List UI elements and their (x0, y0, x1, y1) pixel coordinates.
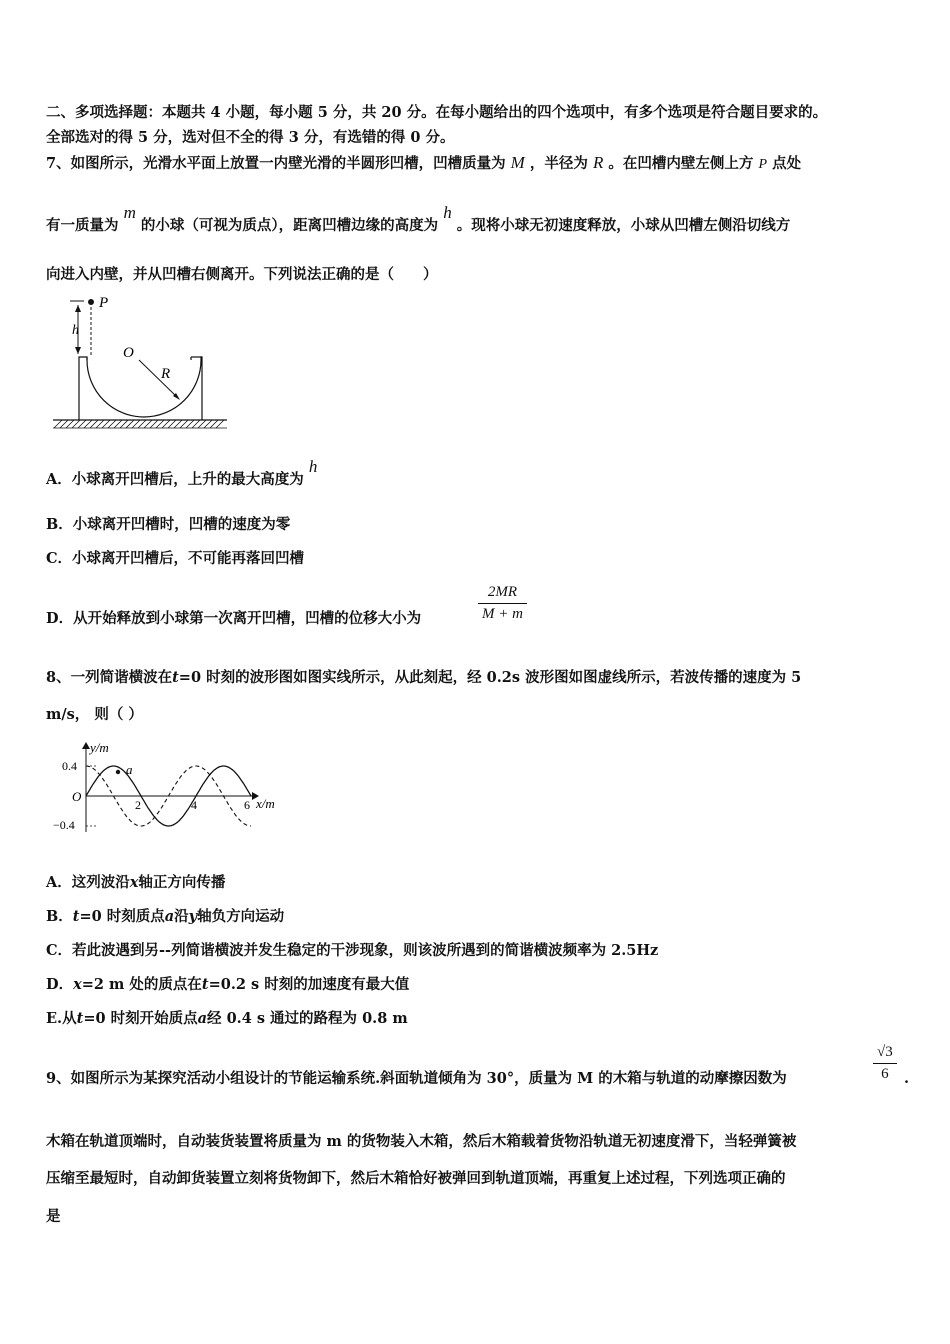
q8-option-A (46, 874, 225, 892)
q8-option-B (46, 908, 284, 926)
q9-line1: 9、如图所示为某探究活动小组设计的节能运输系统.斜面轨道倾角为 30°，质量为 M 的木箱与轨道的动摩擦因数为 (46, 1070, 787, 1087)
q7-option-D: D．从开始释放到小球第一次离开凹槽，凹槽的位移大小为 (46, 610, 422, 627)
q8-line1 (46, 669, 801, 687)
q8-text: 8、一列简谐横波在 (46, 669, 173, 686)
q8-D-text: D． (46, 976, 74, 993)
q7-option-B: B．小球离开凹槽时，凹槽的速度为零 (46, 516, 291, 533)
q9-line1-end: . (904, 1070, 910, 1087)
x-axis-label: x/m (256, 796, 275, 811)
q8-E-var: a (197, 1010, 208, 1027)
q8-text: =0 时刻的波形图如图实线所示，从此刻起，经 0.2s 波形图如图虚线所示，若波传播的速度为 5 (178, 669, 802, 686)
q8-D-var: t (201, 976, 209, 993)
label-O: O (123, 345, 134, 361)
q9-line3: 压缩至最短时，自动卸货装置立刻将货物卸下，然后木箱恰好被弹回到轨道顶端，再重复上述过程，下列选项正确的 (46, 1170, 786, 1187)
q8-B-text: 沿 (174, 908, 189, 925)
q7-D-numerator: 2MR (487, 584, 518, 600)
q8-D-text: =0.2 s 时刻的加速度有最大值 (208, 976, 410, 993)
q7-option-D-fraction (478, 584, 527, 623)
q8-wave-chart (50, 738, 290, 838)
q7-D-denominator: M + m (482, 606, 523, 622)
q7-option-C: C．小球离开凹槽后，不可能再落回凹槽 (46, 550, 305, 567)
q8-var-t: t (172, 669, 179, 686)
xtick-2: 2 (135, 798, 141, 812)
q7-line1 (46, 154, 801, 174)
q7-text: 。在凹槽内壁左侧上方 (608, 155, 754, 172)
groove-outline (79, 357, 202, 420)
q8-B-text: =0 时刻质点 (79, 908, 165, 925)
q7-option-A-var: h (308, 457, 318, 476)
label-P: P (99, 296, 109, 311)
q7-var-h: h (443, 203, 452, 222)
fraction-bar (478, 603, 527, 604)
q7-option-A (46, 457, 318, 489)
q7-figure (50, 296, 230, 434)
label-h: h (72, 323, 79, 338)
q8-A-text: 轴正方向传播 (138, 874, 226, 891)
ball-P (88, 299, 94, 305)
q8-B-var: y (188, 908, 198, 925)
q8-B-text: B． (46, 908, 73, 925)
ytick-0-4: 0.4 (62, 759, 77, 773)
q8-B-text: 轴负方向运动 (197, 908, 285, 925)
q7-option-A-text: A．小球离开凹槽后，上升的最大高度为 (46, 471, 304, 488)
ytick-neg-0-4: −0.4 (53, 818, 75, 832)
q8-B-var: a (164, 908, 175, 925)
h-arrow-down (75, 347, 81, 354)
q8-E-text: E.从 (46, 1010, 77, 1027)
q8-option-D (46, 976, 409, 994)
q8-E-text: 经 0.4 s 通过的路程为 0.8 m (207, 1010, 408, 1027)
q7-text: 7、如图所示，光滑水平面上放置一内壁光滑的半圆形凹槽，凹槽质量为 (46, 155, 506, 172)
q8-A-var: x (129, 874, 139, 891)
q9-line4: 是 (46, 1208, 61, 1225)
q8-D-text: =2 m 处的质点在 (81, 976, 202, 993)
origin-label: O (72, 789, 82, 804)
y-axis-label: y/m (90, 740, 109, 755)
q9-numerator: √3 (877, 1044, 893, 1060)
xtick-6: 6 (244, 798, 250, 812)
q7-line3: 向进入内壁，并从凹槽右侧离开。下列说法正确的是（ ） (46, 266, 438, 283)
section-header-line2: 全部选对的得 5 分，选对但不全的得 3 分，有选错的得 0 分。 (46, 129, 455, 146)
fraction-bar (873, 1063, 897, 1064)
q8-A-text: A．这列波沿 (46, 874, 130, 891)
section-header-line1: 二、多项选择题：本题共 4 小题，每小题 5 分，共 20 分。在每小题给出的四个选项中，有多个选项是符合题目要求的。 (46, 104, 828, 121)
point-a (116, 770, 120, 774)
label-R: R (161, 366, 171, 382)
point-a-label: a (126, 762, 133, 777)
q7-var-R: R (592, 153, 604, 172)
q7-var-m: m (123, 203, 136, 222)
q8-E-var: t (76, 1010, 84, 1027)
q7-text: 有一质量为 (46, 217, 119, 234)
q8-B-var: t (72, 908, 80, 925)
q7-text: 点处 (772, 155, 802, 172)
q9-fraction (873, 1044, 897, 1083)
q7-text: 的小球（可视为质点），距离凹槽边缘的高度为 (140, 217, 439, 234)
h-arrow-up (75, 305, 81, 312)
radius-line (139, 360, 178, 398)
q9-line2: 木箱在轨道顶端时，自动装货装置将质量为 m 的货物装入木箱，然后木箱载着货物沿轨道无初速度滑下，当轻弹簧被 (46, 1133, 797, 1150)
q7-text: 。现将小球无初速度释放，小球从凹槽左侧沿切线方 (456, 217, 791, 234)
q8-E-text: =0 时刻开始质点 (83, 1010, 198, 1027)
q8-line2: m/s， 则（ ） (46, 706, 143, 723)
q7-line2 (46, 203, 791, 235)
q7-var-M: M (510, 153, 525, 172)
q8-option-E (46, 1010, 408, 1028)
q8-D-var: x (73, 976, 82, 993)
q8-option-C: C．若此波遇到另--列简谐横波并发生稳定的干涉现象，则该波所遇到的简谐横波频率为 2.5Hz (46, 942, 659, 959)
ground-hatching (54, 420, 224, 428)
xtick-4: 4 (191, 798, 197, 812)
q7-text: ，半径为 (529, 155, 588, 172)
q9-denominator: 6 (881, 1066, 889, 1082)
q7-var-P: P (758, 157, 768, 172)
